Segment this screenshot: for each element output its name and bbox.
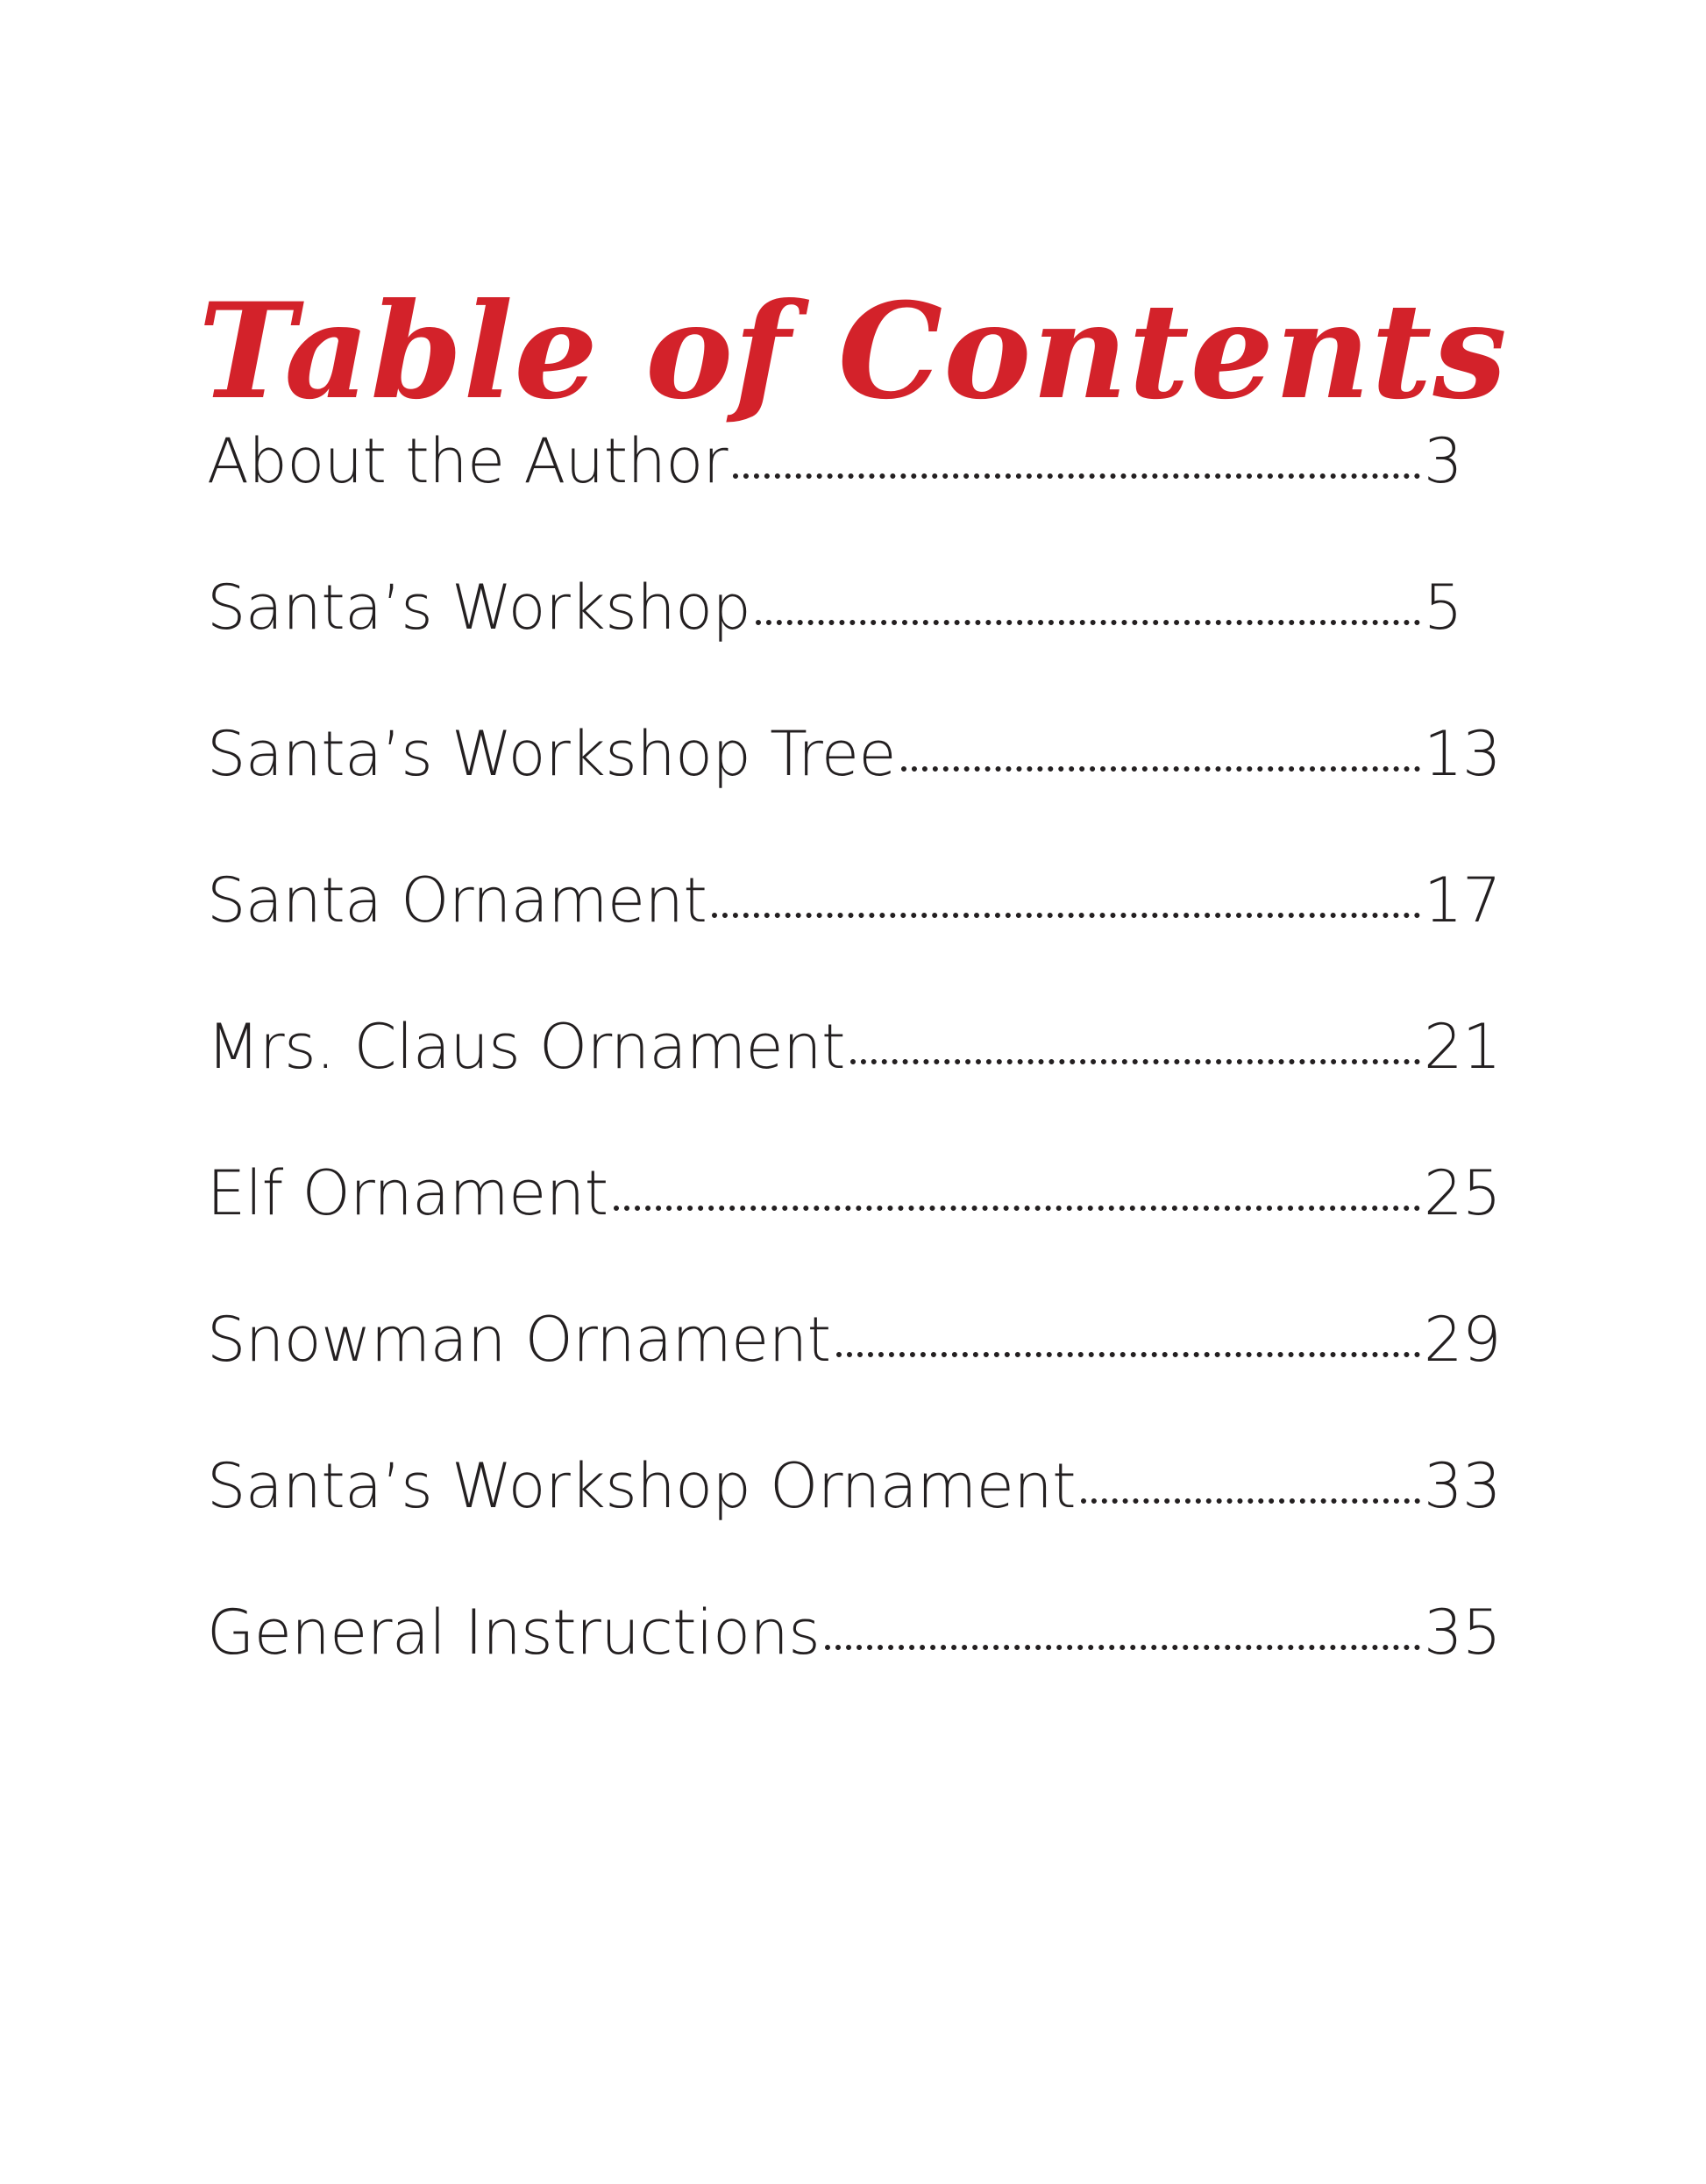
dot-leader xyxy=(836,1352,1420,1357)
toc-entry-page-number: 35 xyxy=(1424,1597,1502,1668)
toc-entry xyxy=(207,1597,1502,1743)
toc-entry-label: Santa’s Workshop xyxy=(207,572,751,644)
toc-entry-label: Elf Ornament xyxy=(207,1157,608,1229)
toc-entry-page-number: 25 xyxy=(1424,1157,1502,1229)
toc-entry-label: Santa’s Workshop Tree xyxy=(207,718,896,790)
page-title: Table of Contents xyxy=(198,274,1508,429)
dot-leader xyxy=(850,1059,1420,1064)
toc-entry-page-number: 33 xyxy=(1424,1450,1502,1522)
toc-entry xyxy=(207,1450,1502,1597)
toc-entry xyxy=(207,425,1487,572)
toc-entry-page-number: 17 xyxy=(1424,864,1502,936)
toc-entry-page-number: 5 xyxy=(1424,572,1463,644)
toc-entry xyxy=(207,718,1502,864)
toc-entry-label: Snowman Ornament xyxy=(207,1304,831,1376)
dot-leader xyxy=(1081,1498,1420,1504)
dot-leader xyxy=(712,913,1420,918)
toc-entry-page-number: 13 xyxy=(1424,718,1502,790)
toc-entry xyxy=(207,1011,1502,1157)
table-of-contents xyxy=(207,425,1502,1743)
toc-entry xyxy=(207,1304,1502,1450)
dot-leader xyxy=(901,766,1420,772)
dot-leader xyxy=(825,1645,1420,1650)
dot-leader xyxy=(733,473,1420,479)
dot-leader xyxy=(614,1206,1420,1211)
toc-entry xyxy=(207,864,1502,1011)
toc-entry-label: Santa’s Workshop Ornament xyxy=(207,1450,1077,1522)
toc-entry xyxy=(207,1157,1502,1304)
toc-entry-page-number: 29 xyxy=(1424,1304,1502,1376)
toc-entry-page-number: 21 xyxy=(1424,1011,1502,1083)
toc-entry-label: Mrs. Claus Ornament xyxy=(207,1011,845,1083)
toc-entry-label: General Instructions xyxy=(207,1597,821,1668)
dot-leader xyxy=(756,620,1420,625)
toc-entry-label: About the Author xyxy=(207,425,729,497)
toc-entry xyxy=(207,572,1487,718)
toc-entry-page-number: 3 xyxy=(1424,425,1463,497)
toc-entry-label: Santa Ornament xyxy=(207,864,707,936)
